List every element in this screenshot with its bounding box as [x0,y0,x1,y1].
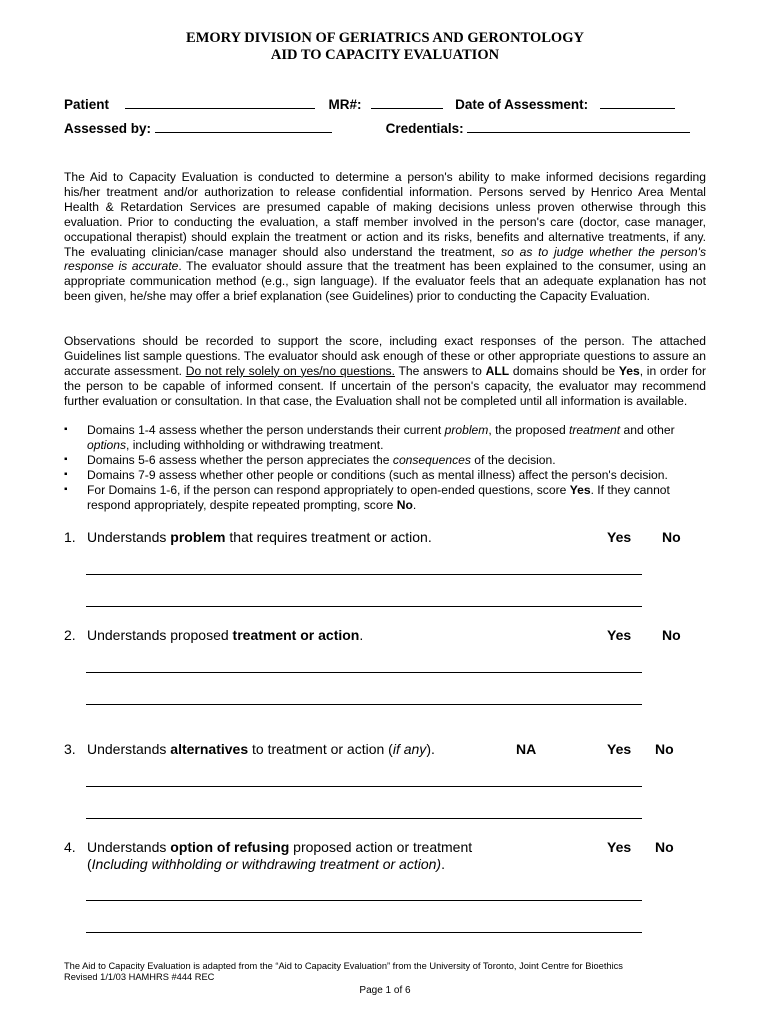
bullet-italic: problem [444,423,489,437]
question-4-subtext [87,856,445,872]
intro-text: The Aid to Capacity Evaluation is conducted to determine a person's ability to make informed decisions regarding his/her treatment and/or authorization to release confidential information. Persons served by Henrico Area Mental Health & Retardation Services are presumed capable of making decisions unless proven otherwise through this evaluation. Prior to conducting the evaluation, a staff member involved in the person's care (doctor, case manager, occupational therapist) should explain the treatment or action and its risks, benefits and alternative treatments, if any. The evaluating clinician/case manager should also understand the treatment, [64,170,706,259]
q3-no-option[interactable]: No [655,741,674,757]
observations-paragraph [64,334,706,409]
observations-text-4: , in order for the person to be capable of informed consent. If uncertain of the person's capacity, the evaluator may recommend further evaluation or consultation. In that case, the Evaluation shall not be completed until all information is available. [64,363,706,408]
question-text: that requires treatment or action. [225,529,432,545]
bullet-text: . [412,497,417,512]
domain-bullets [64,423,706,512]
bullet-domains-1-6 [64,483,706,513]
question-number: 3. [64,741,76,757]
bullet-italic: treatment [569,423,621,437]
q3-response-line-2[interactable] [86,818,642,819]
form-title: AID TO CAPACITY EVALUATION [270,47,500,63]
observations-underline: Do not rely solely on yes/no questions. [185,363,395,378]
question-number: 4. [64,839,76,855]
q2-yes-option[interactable]: Yes [607,627,632,643]
question-text: to treatment or action ( [248,741,393,757]
q3-na-option[interactable]: NA [516,741,537,757]
q4-response-line-1[interactable] [86,900,642,901]
assessor-info-row [64,121,690,136]
question-text: . [359,627,364,643]
observations-text-3: domains should be [512,363,616,378]
intro-text-end: . The evaluator should assure that the treatment has been explained to the consumer, using an appropriate communication method (e.g., sign language). If the evaluator feels that an adequate explanation has not been given, he/she may offer a brief explanation (see Guidelines) prior to conducting the Capacity Evaluation. [64,259,707,304]
bullet-text: , the proposed [488,423,566,437]
footer-revision: Revised 1/1/03 HAMHRS #444 REC [64,972,215,982]
question-text: Understands proposed [87,627,233,643]
bullet-text: Domains 1-4 assess whether the person understands their current [87,423,442,437]
question-2 [64,627,363,643]
question-4 [64,839,472,855]
observations-text-2: The answers to [394,363,482,378]
patient-field[interactable] [125,97,315,109]
q1-response-line-1[interactable] [86,574,642,575]
bullet-italic: consequences [392,452,471,467]
q3-yes-option[interactable]: Yes [607,741,632,757]
question-number: 2. [64,627,76,643]
q1-response-line-2[interactable] [86,606,642,607]
question-italic: Including withholding or withdrawing treatment or action) [91,856,442,872]
bullet-text: Domains 5-6 assess whether the person appreciates the [87,452,390,467]
assessed-by-label: Assessed by: [64,121,152,136]
bullet-text: and other [623,423,675,437]
question-text: Understands [87,741,171,757]
bullet-text: Domains 7-9 assess whether other people or conditions (such as mental illness) affect the person's decision. [87,467,668,482]
footer-attribution: The Aid to Capacity Evaluation is adapted from the “Aid to Capacity Evaluation” from the University of Toronto, Joint Centre for Bioethics [64,961,623,971]
assessed-by-field[interactable] [155,121,332,133]
question-text: ( [87,856,92,872]
question-text: Understands [87,529,171,545]
bullet-text: . If they cannot respond appropriately, despite repeated prompting, score [87,482,670,512]
q1-no-option[interactable]: No [662,529,681,545]
bullet-domains-5-6 [64,453,706,468]
question-number: 1. [64,529,76,545]
question-text: ). [426,741,435,757]
division-title: EMORY DIVISION OF GERIATRICS AND GERONTOLOGY [186,30,584,46]
bullet-bold: No [396,497,413,512]
bullet-domains-7-9 [64,468,706,483]
question-bold: alternatives [170,741,249,757]
q1-yes-option[interactable]: Yes [607,529,632,545]
q2-no-option[interactable]: No [662,627,681,643]
question-text: proposed action or treatment [289,839,473,855]
bullet-text: For Domains 1-6, if the person can respond appropriately to open-ended questions, score [87,482,567,497]
question-bold: treatment or action [232,627,360,643]
question-1 [64,529,432,545]
bullet-text: , including withholding or withdrawing treatment. [126,437,384,452]
q3-response-line-1[interactable] [86,786,642,787]
bullet-italic: options [87,437,126,452]
question-text: . [441,856,445,872]
intro-paragraph [64,170,706,304]
q2-response-line-2[interactable] [86,704,642,705]
bullet-text: of the decision. [474,452,556,467]
q4-response-line-2[interactable] [86,932,642,933]
question-bold: option of refusing [170,839,290,855]
date-field[interactable] [600,97,675,109]
credentials-label: Credentials: [385,121,464,136]
mr-field[interactable] [371,97,443,109]
credentials-field[interactable] [467,121,690,133]
question-italic: if any [392,741,427,757]
patient-info-row [64,97,675,112]
observations-bold-all: ALL [485,363,510,378]
patient-label: Patient [64,97,110,112]
q4-no-option[interactable]: No [655,839,674,855]
question-3 [64,741,435,757]
bullet-bold: Yes [569,482,591,497]
intro-italic-text: so as to judge whether the person's response is accurate [64,244,706,274]
mr-label: MR#: [328,97,362,112]
observations-bold-yes: Yes [618,363,640,378]
q2-response-line-1[interactable] [86,672,642,673]
page-number: Page 1 of 6 [359,985,411,996]
date-label: Date of Assessment: [455,97,589,112]
observations-text: Observations should be recorded to support the score, including exact responses of the person. The attached Guidelines list sample questions. The evaluator should ask enough of these or other appropriate questions to assure an accurate assessment. [64,334,706,378]
question-bold: problem [170,529,226,545]
bullet-domains-1-4 [64,423,706,453]
q4-yes-option[interactable]: Yes [607,839,632,855]
question-text: Understands [87,839,171,855]
